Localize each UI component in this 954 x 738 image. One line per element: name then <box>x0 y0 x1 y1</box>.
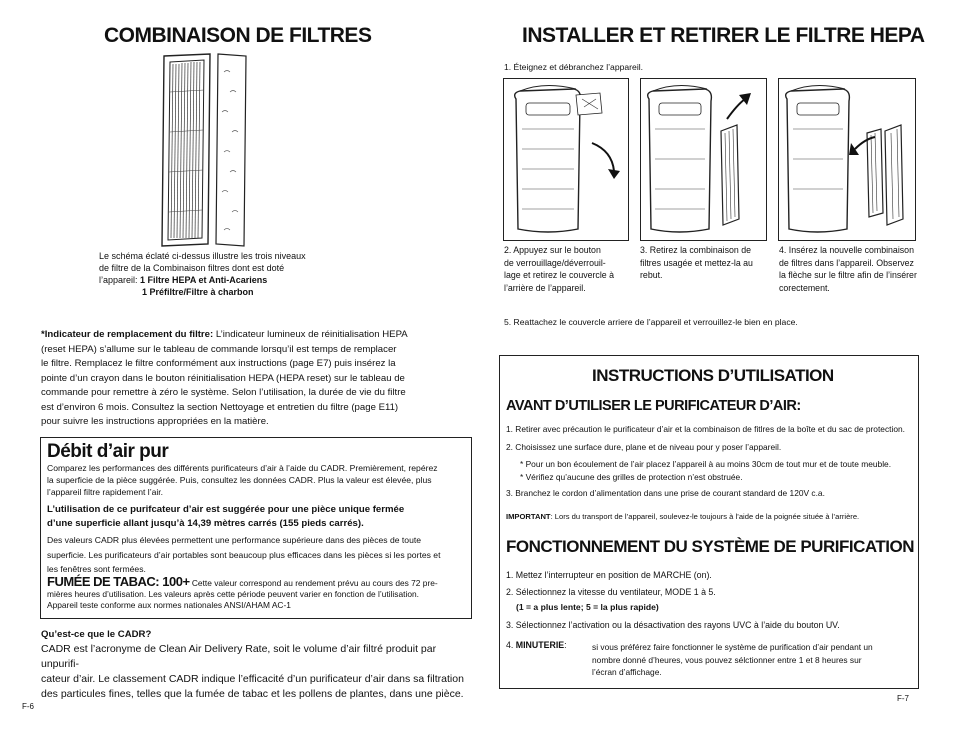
cadr-box-title: Débit d’air pur <box>47 441 169 462</box>
operation-item-3: 3. Sélectionnez l’activation ou la désactivation des rayons UVC à l’aide du bouton UV. <box>506 620 840 630</box>
before-use-item-3: 3. Branchez le cordon d’alimentation dans une prise de courant standard de 120V c.a. <box>506 488 825 498</box>
cadr-intro: Comparez les performances des différents purificateurs d’air à l’aide du CADR. Premièrement, repérez la superficie de la pièce suggérée. Puis, consultez les données CADR. Plus la valeur est élevée, plus l’appareil filtre rapidement l’air. <box>47 463 438 497</box>
step-1: 1. Éteignez et débranchez l’appareil. <box>504 62 644 72</box>
operation-list: 1. Mettez l’interrupteur en position de MARCHE (on). 2. Sélectionnez la vitesse du ventilateur, MODE 1 à 5. <box>506 570 716 597</box>
step-4-illustration <box>778 78 916 241</box>
operation-title: FONCTIONNEMENT DU SYSTÈME DE PURIFICATION <box>506 537 914 556</box>
left-page-title: COMBINAISON DE FILTRES <box>104 24 372 47</box>
filter-combination-illustration <box>160 52 270 248</box>
step-2-illustration <box>503 78 629 241</box>
cadr-values-text: Des valeurs CADR plus élevées permettent une performance supérieure dans des pièces de toute superficie. Les purificateurs d’air portables sont beaucoup plus efficaces dans les pièces si les portes et les fenêtres sont fermées. <box>47 535 441 574</box>
what-is-cadr-text: CADR est l’acronyme de Clean Air Delivery Rate, soit le volume d’air filtré produit par unpurifi- cateur d’air. Le classement CADR indique l’efficacité d’un purificateur d’air dans sa filtration des particules fines, telles que la fumée de tabac et les pollens de plantes, dans une pièce. <box>41 643 464 700</box>
step-5: 5. Reattachez le couvercle arriere de l’appareil et verrouillez-le bien en place. <box>504 317 798 327</box>
speed-note: (1 = a plus lente; 5 = la plus rapide) <box>516 602 659 612</box>
cadr-room-size: L’utilisation de ce purifcateur d’air est suggérée pour une pièce unique fermée d’une superficie allant jusqu’à 14,39 mètres carrés (155 pieds carrés). <box>47 504 405 529</box>
step-3-illustration <box>640 78 767 241</box>
what-is-cadr-title: Qu’est-ce que le CADR? <box>41 629 152 640</box>
cadr-smoke-rating: FUMÉE DE TABAC: 100+ Cette valeur correspond au rendement prévu au cours des 72 pre- mières heures d’utilisation. Les valeurs après cette période peuvent varier en fonction de l’utilisation. Appareil teste conforme aux normes nationales ANSI/AHAM AC-1 <box>47 574 438 610</box>
instructions-box <box>499 355 919 689</box>
important-note: IMPORTANT: Lors du transport de l’appareil, soulevez-le toujours à l’aide de la poignée située à l’arrière. <box>506 512 860 521</box>
step-3: 3. Retirez la combinaison de filtres usagée et mettez-la au rebut. <box>640 245 753 280</box>
before-use-notes: * Pour un bon écoulement de l’air placez l’appareil à au moins 30cm de tout mur et de toute meuble. * Vérifiez qu’aucune des grilles de protection n’est obstruée. <box>520 459 892 482</box>
before-use-title: AVANT D’UTILISER LE PURIFICATEUR D’AIR: <box>506 398 801 414</box>
instructions-title: INSTRUCTIONS D’UTILISATION <box>592 366 834 385</box>
step-2: 2. Appuyez sur le bouton de verrouillage/déverrouil- lage et retirez le couvercle à l’arrière de l’appareil. <box>504 245 615 293</box>
timer-description: si vous préférez faire fonctionner le système de purification d’air pendant un nombre donné d’heures, vous pouvez sélctionner entre 1 et 8 heures sur l’écran d’affichage. <box>592 642 873 677</box>
filter-indicator-paragraph: *Indicateur de remplacement du filtre: L’indicateur lumineux de réinitialisation HEPA (reset HEPA) s’allume sur le tableau de commande lorsqu’il est temps de remplacer le filtre. Remplacez le filtre conformément aux instructions (page E7) puis insérez la pointe d’un crayon dans le bouton réinitialisation HEPA (HEPA reset) sur le tableau de commande pour remettre à zéro le système. Selon l’utilisation, la durée de vie du filtre est d’environ 6 mois. Consultez la section Nettoyage et entretien du filtre (page E11) pour suivre les instructions appropriées en la matière. <box>41 329 408 427</box>
filter-caption: Le schéma éclaté ci-dessus illustre les trois niveaux de filtre de la Combinaison filtres dont est doté l’appareil: 1 Filtre HEPA et Anti-Acariens 1 Préfiltre/Filtre à charbon <box>99 251 306 297</box>
before-use-list: 1. Retirer avec précaution le purificateur d’air et la combinaison de fitlres de la boîte et du sac de protection. 2. Choisissez une surface dure, plane et de niveau pour y poser l’appareil. <box>506 424 905 452</box>
page-number-right: F-7 <box>897 694 909 703</box>
step-4: 4. Insérez la nouvelle combinaison de filtres dans l’appareil. Observez la flèche sur le filtre afin de l’insérer corectement. <box>779 245 917 293</box>
timer-label: 4. MINUTERIE: <box>506 640 567 650</box>
cadr-box <box>40 437 472 619</box>
right-page-title: INSTALLER ET RETIRER LE FILTRE HEPA <box>522 24 925 47</box>
page-number-left: F-6 <box>22 702 34 711</box>
